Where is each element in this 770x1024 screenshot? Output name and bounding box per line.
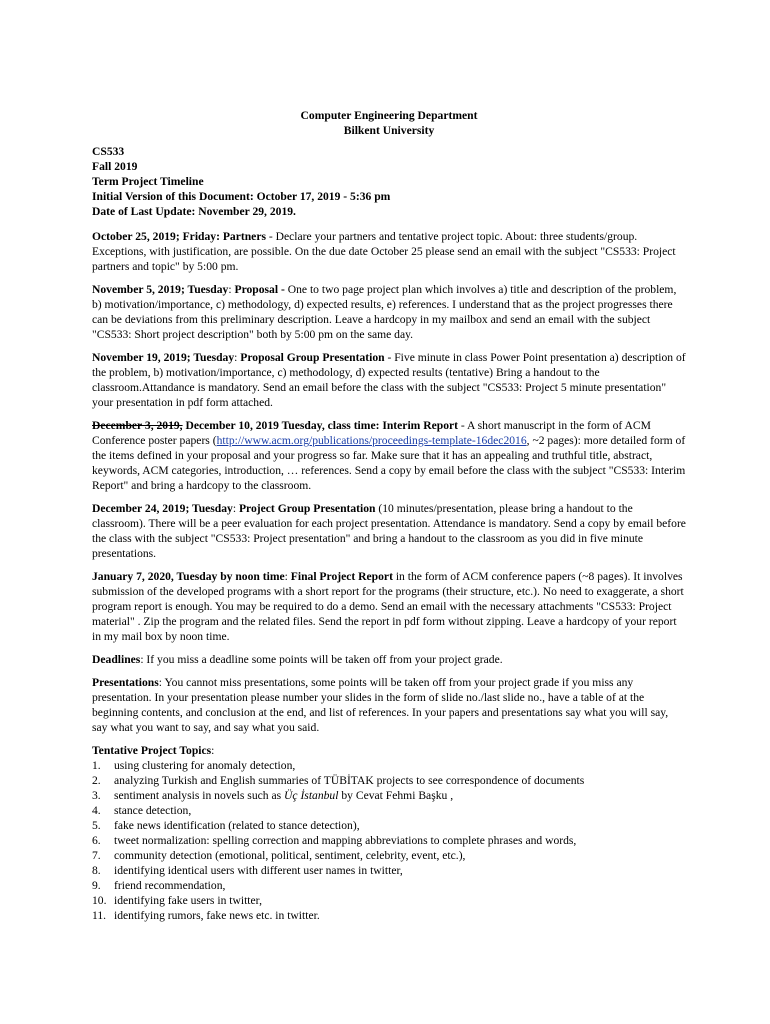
list-item-text: analyzing Turkish and English summaries of TÜBİTAK projects to see correspondence of documents: [114, 774, 585, 787]
list-item-text: tweet normalization: spelling correction and mapping abbreviations to complete phrases and words,: [114, 834, 577, 847]
document-meta: [92, 144, 686, 219]
item-group-presentation: December 24, 2019; Tuesday: Project Group Presentation (10 minutes/presentation, please bring a handout to the classroom). There will be a peer evaluation for each project presentation. Attendance is mandatory. Send a copy by email before the class with the subject "CS533: Project presentation" and bring a handout to the classroom as you did in five minute presentations.: [92, 502, 686, 560]
interim-date-label: December 10, 2019 Tuesday, class time: Interim Report: [182, 419, 459, 432]
item-partners: October 25, 2019; Friday: Partners - Declare your partners and tentative project topic. About: three students/group. Exceptions, with justification, are possible. On the due date October 25 please send an email with the subject "CS533: Project partners and topic" by 5:00 pm.: [92, 230, 676, 273]
topics-section: [92, 743, 686, 923]
item-interim-report: [92, 418, 686, 493]
list-item: [92, 893, 686, 908]
partners-date: October 25, 2019; Friday: [92, 230, 217, 243]
list-item-number: 11.: [92, 909, 107, 922]
item-deadlines: [92, 652, 686, 667]
list-item-text: using clustering for anomaly detection,: [114, 759, 296, 772]
list-item-text: identifying rumors, fake news etc. in twitter.: [114, 909, 320, 922]
initial-version: Initial Version of this Document: October 17, 2019 - 5:36 pm: [92, 190, 391, 203]
university-name: Bilkent University: [343, 124, 435, 137]
list-item-text-after: by Cevat Fehmi Başku ,: [338, 789, 454, 802]
proposal-label: Proposal -: [234, 283, 285, 296]
proposal-presentation-text: - Five minute in class Power Point presentation a) description of the problem, b) motivation/importance, c) methodology, d) expected results (tentative) Bring a handout to the classroom.Attandance is mandatory. Send an email before the class with the subject "CS533: Project 5 minute presentation" your presentation in pdf form attached.: [92, 351, 686, 409]
list-item: [92, 908, 686, 923]
presentations-text: : You cannot miss presentations, some points will be taken off from your project grade if you miss any presentation. In your presentation please number your slides in the form of slide no./last slide no., have a table of at the beginning contents, and conclusion at the end, and list of references. In your papers and presentations say what you will say, say what you want to say, and say what you said.: [92, 676, 669, 734]
list-item-text: identifying identical users with different user names in twitter,: [114, 864, 403, 877]
item-proposal: November 5, 2019; Tuesday: Proposal - One to two page project plan which involves a) title and description of the problem, b) motivation/importance, c) methodology, d) expected results, e) references. I understand that as the project progresses there can be deviations from this preliminary description. Leave a hardcopy in my mailbox and send an email with the subject "CS533: Short project description" both by 5:00 pm on the same day.: [92, 283, 677, 341]
topics-heading-text: Tentative Project Topics: [92, 744, 212, 757]
list-item: [92, 773, 686, 788]
term: Fall 2019: [92, 160, 138, 173]
list-item-number: 6.: [92, 834, 101, 847]
proposal-presentation-label: Proposal Group Presentation: [240, 351, 385, 364]
partners-text: - Declare your partners and tentative project topic. About: three students/group. Exceptions, with justification, are possible. On the due date October 25 please send an email with the subject "CS533: Project partners and topic" by 5:00 pm.: [92, 230, 676, 273]
item-final-report: January 7, 2020, Tuesday by noon time: Final Project Report in the form of ACM conference papers (~8 pages). It involves submission of the developed programs with a short report for the programs (their structure, etc.). No need to exaggerate, a short program report is enough. You may be required to do a demo. Send an email with the necessary attachments "CS533: Project material" . Zip the program and the related files. Send the report in pdf form without zipping. Leave a hardcopy of your report in my mail box by noon time.: [92, 570, 684, 643]
list-item: [92, 788, 686, 803]
list-item: [92, 818, 686, 833]
list-item: [92, 803, 686, 818]
final-text: in the form of ACM conference papers (~8 pages). It involves submission of the developed programs with a short report for the programs (their structure, etc.). No need to exaggerate, a short program report is enough. You may be required to do a demo. Send an email with the necessary attachments "CS533: Project material" . Zip the program and the related files. Send the report in pdf form without zipping. Leave a hardcopy of your report in my mail box by noon time.: [92, 570, 684, 643]
proposal-presentation-date: November 19, 2019; Tuesday: [92, 351, 235, 364]
list-item-text: stance detection,: [114, 804, 192, 817]
group-presentation-date: December 24, 2019; Tuesday: [92, 502, 233, 515]
item-proposal-presentation: November 19, 2019; Tuesday: Proposal Group Presentation - Five minute in class Power Point presentation a) description of the problem, b) motivation/importance, c) methodology, d) expected results (tentative) Bring a handout to the classroom.Attandance is mandatory. Send an email before the class with the subject "CS533: Project 5 minute presentation" your presentation in pdf form attached.: [92, 351, 686, 409]
partners-label: Partners: [222, 230, 266, 243]
interim-text-before-link: - A short manuscript in the form of ACM Conference poster papers (: [92, 419, 651, 447]
list-item-text: friend recommendation,: [114, 879, 226, 892]
proposal-text: One to two page project plan which involves a) title and description of the problem, b) motivation/importance, c) methodology, d) expected results, e) references. I understand that as the project progresses there can be deviations from this preliminary description. Leave a hardcopy in my mailbox and send an email with the subject "CS533: Short project description" both by 5:00 pm on the same day.: [92, 283, 677, 341]
item-presentations: [92, 675, 686, 735]
department-name: Computer Engineering Department: [300, 109, 478, 122]
list-item-text: fake news identification (related to stance detection),: [114, 819, 360, 832]
list-item-text: community detection (emotional, political, sentiment, celebrity, event, etc.),: [114, 849, 466, 862]
proposal-date: November 5, 2019; Tuesday: [92, 283, 229, 296]
list-item-number: 3.: [92, 789, 101, 802]
deadlines-text: : If you miss a deadline some points will be taken off from your project grade.: [140, 653, 503, 666]
final-label: Final Project Report: [290, 570, 393, 583]
list-item-number: 1.: [92, 759, 101, 772]
list-item: [92, 758, 686, 773]
list-item-number: 10.: [92, 894, 107, 907]
novel-title: Üç İstanbul: [284, 789, 339, 802]
topics-list: [92, 758, 686, 923]
list-item-number: 8.: [92, 864, 101, 877]
list-item-text: identifying fake users in twitter,: [114, 894, 262, 907]
list-item-number: 7.: [92, 849, 101, 862]
list-item-number: 4.: [92, 804, 101, 817]
group-presentation-text: (10 minutes/presentation, please bring a handout to the classroom). There will be a peer evaluation for each project presentation. Attendance is mandatory. Send a copy by email before the class with the subject "CS533: Project presentation" and bring a handout to the classroom as you did in five minute presentations.: [92, 502, 686, 560]
document-page: [92, 108, 686, 923]
group-presentation-label: Project Group Presentation: [238, 502, 376, 515]
topics-heading: [92, 743, 686, 758]
acm-template-link[interactable]: http://www.acm.org/publications/proceedings-template-16dec2016: [216, 434, 527, 447]
department-heading: [92, 108, 686, 138]
final-date: January 7, 2020, Tuesday by noon time: [92, 570, 285, 583]
list-item-number: 9.: [92, 879, 101, 892]
list-item: [92, 848, 686, 863]
interim-struck-date: December 3, 2019,: [92, 419, 183, 432]
course-code: CS533: [92, 145, 125, 158]
list-item: [92, 833, 686, 848]
list-item: [92, 863, 686, 878]
topics-heading-colon: :: [211, 744, 215, 757]
document-title: Term Project Timeline: [92, 175, 204, 188]
last-update: Date of Last Update: November 29, 2019.: [92, 205, 296, 218]
list-item: [92, 878, 686, 893]
list-item-number: 2.: [92, 774, 101, 787]
list-item-number: 5.: [92, 819, 101, 832]
list-item-text: sentiment analysis in novels such as: [114, 789, 285, 802]
presentations-label: Presentations: [92, 676, 159, 689]
deadlines-label: Deadlines: [92, 653, 141, 666]
interim-text-after-link: , ~2 pages): more detailed form of the items defined in your proposal and your progress so far. Make sure that it has an appealing and truthful title, abstract, keywords, ACM categories, introduction, … references. Send a copy by email before the class with the subject "CS533: Interim Report" and bring a hardcopy to the classroom.: [92, 434, 686, 492]
